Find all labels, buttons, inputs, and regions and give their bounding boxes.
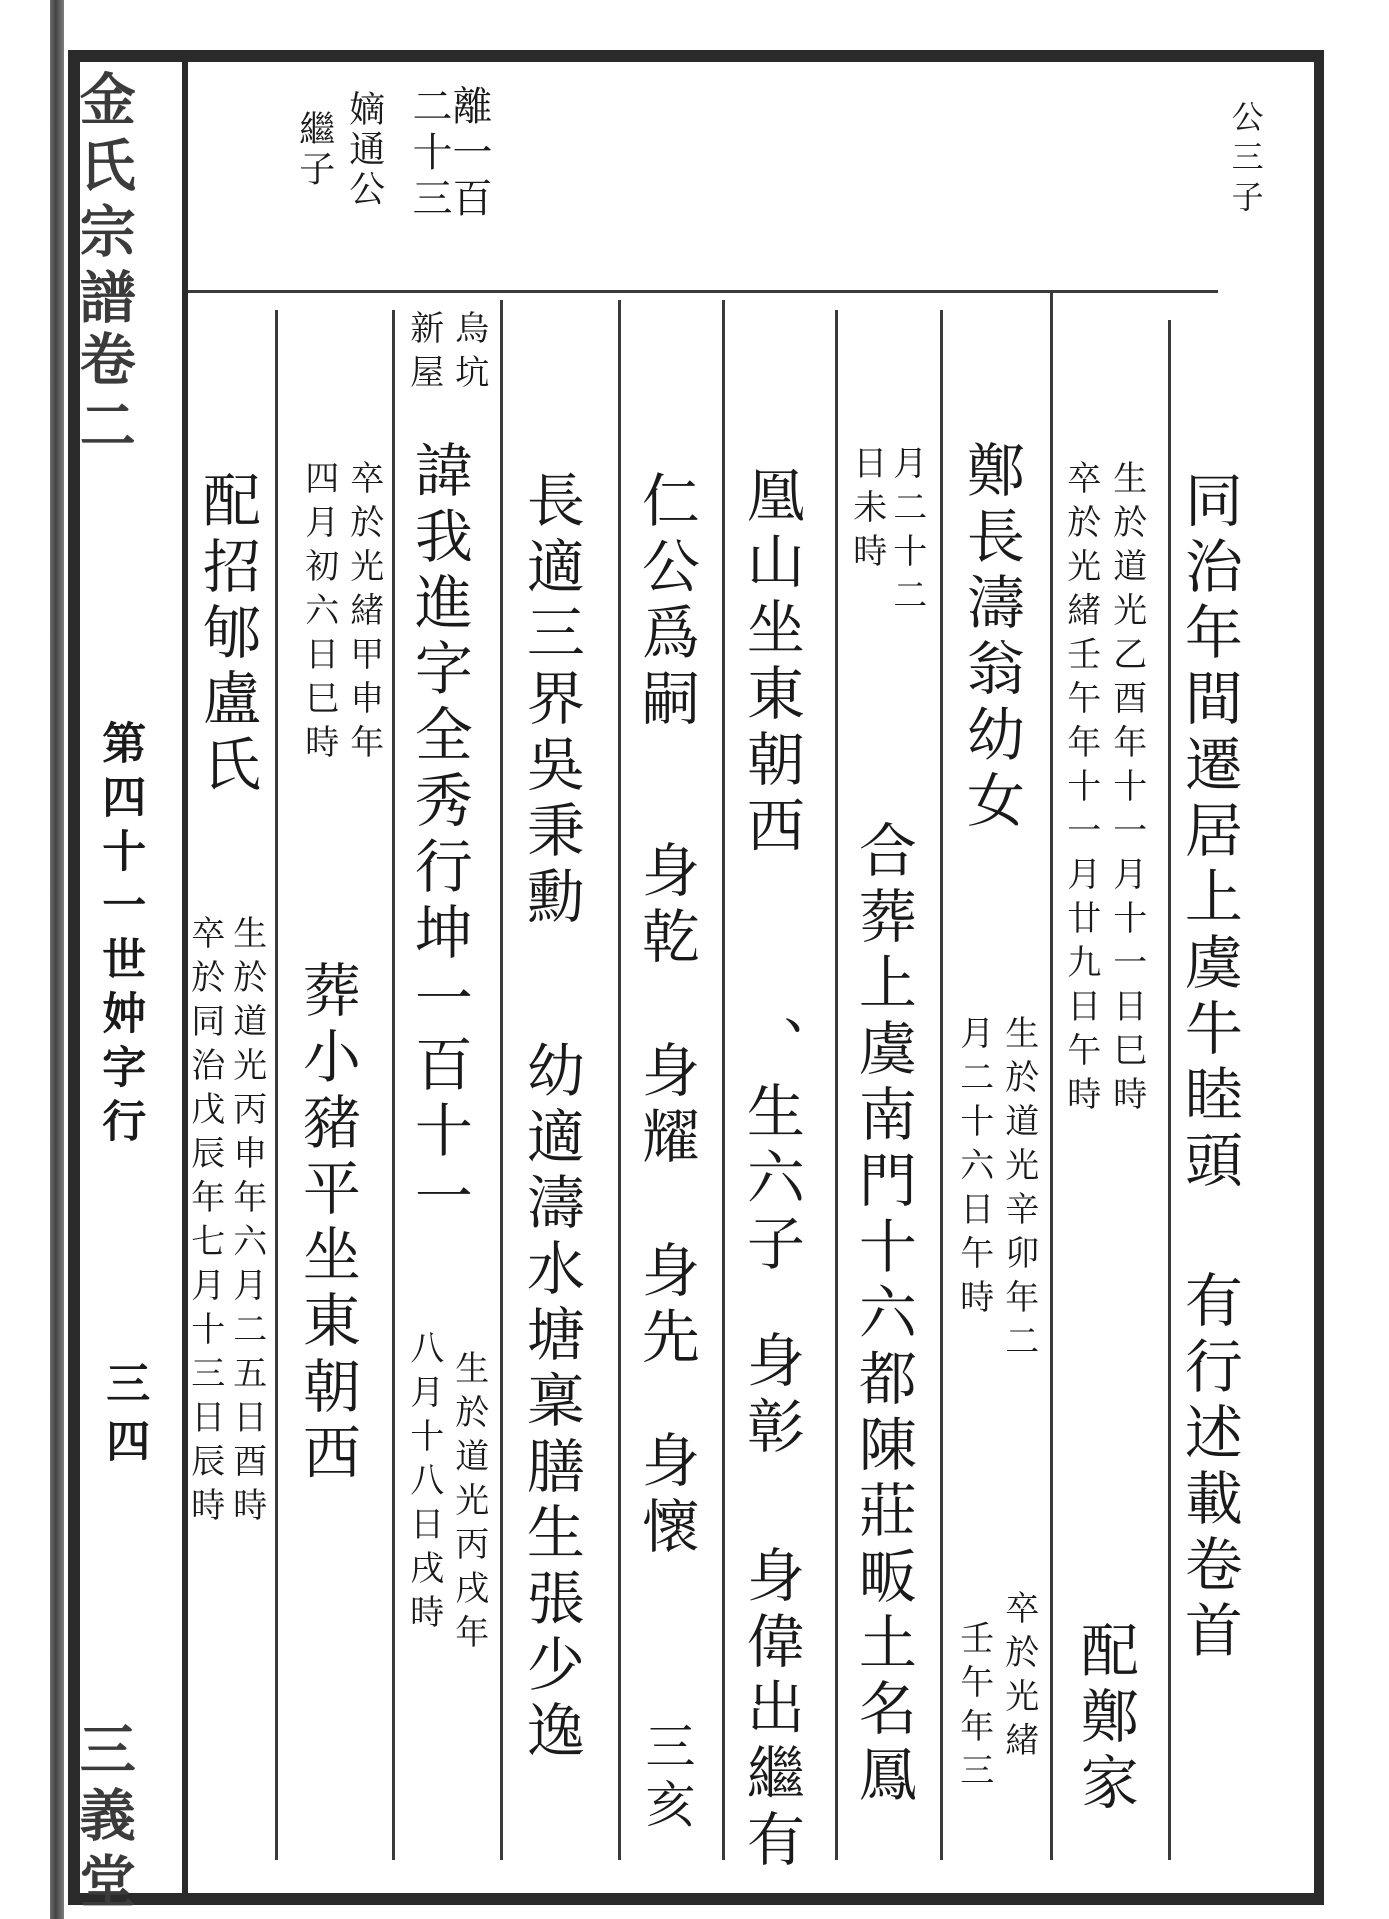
col8-birth-b: 八月十八日戌時 bbox=[403, 1330, 444, 1638]
column-rule bbox=[275, 310, 278, 1860]
col2-death: 卒於光緒壬午年十一月廿九日午時 bbox=[1060, 460, 1101, 1120]
col5-main: 凰山坐東朝西 bbox=[736, 465, 805, 861]
col1-main: 同治年間遷居上虞牛睦頭 bbox=[1174, 470, 1243, 1196]
col4-date-a: 月二十二 bbox=[886, 445, 927, 621]
col4-main: 合葬上虞南門十六都陳莊畈土名鳳 bbox=[848, 820, 917, 1810]
generation-label: 第四十一世妕字行 bbox=[94, 720, 146, 1152]
column-rule bbox=[1050, 290, 1053, 1860]
col6-main5: 身懷 bbox=[631, 1430, 700, 1562]
col6-main4: 身先 bbox=[631, 1240, 700, 1372]
col9-death-b: 四月初六日巳時 bbox=[298, 460, 339, 768]
column-rule bbox=[722, 300, 725, 1860]
col3-birth-b: 月二十六日午時 bbox=[953, 1015, 994, 1323]
col3-birth-a: 生於道光辛卯年二 bbox=[998, 1015, 1039, 1367]
header-rule bbox=[188, 290, 1218, 293]
col10-spouse: 配招郇盧氏 bbox=[192, 470, 261, 800]
col2-birth: 生於道光乙酉年十一月十一日巳時 bbox=[1106, 460, 1147, 1120]
col6-main6: 三亥 bbox=[637, 1720, 696, 1836]
col9-main: 葬小豬平坐東朝西 bbox=[292, 960, 361, 1488]
col6-main: 仁公爲嗣 bbox=[631, 470, 700, 734]
note-col-3: 嫡通公 bbox=[343, 90, 385, 210]
note-col-4: 繼子 bbox=[293, 110, 335, 190]
column-rule bbox=[500, 300, 503, 1860]
col5-main3: 身彰 bbox=[736, 1330, 805, 1462]
volume-label: 卷二 bbox=[70, 330, 137, 462]
col6-main2: 身乾 bbox=[631, 840, 700, 972]
col8-birth-a: 生於道光丙戌年 bbox=[448, 1350, 489, 1658]
col2-spouse: 配鄭家 bbox=[1070, 1620, 1139, 1818]
col7-main: 長適三界吳秉勳 bbox=[516, 470, 585, 932]
col3-death-a: 卒於光緒 bbox=[998, 1590, 1039, 1766]
column-rule bbox=[1168, 320, 1171, 1860]
top-right-label: 公三子 bbox=[1226, 100, 1265, 220]
col3-main: 鄭長濤翁幼女 bbox=[956, 440, 1025, 836]
page-number: 三四 bbox=[98, 1360, 150, 1476]
col1-main2: 有行述載卷首 bbox=[1174, 1270, 1243, 1666]
col4-date-b: 日未時 bbox=[846, 445, 887, 577]
col9-death-a: 卒於光緒甲申年 bbox=[343, 460, 384, 768]
hall-name: 三義堂 bbox=[70, 1720, 137, 1918]
col7-main2: 幼適濤水塘稟膳生張少逸 bbox=[516, 1040, 585, 1766]
note-col-2: 二十三 bbox=[406, 85, 452, 223]
col5-main4: 身偉出繼有 bbox=[736, 1545, 805, 1875]
col5-main2: 、生六子 bbox=[736, 1015, 805, 1279]
scan-edge bbox=[50, 0, 64, 1919]
column-rule bbox=[940, 310, 943, 1860]
column-rule bbox=[618, 300, 621, 1860]
col10-death: 卒於同治戊辰年七月十三日辰時 bbox=[184, 915, 225, 1531]
col8-head-b: 新屋 bbox=[403, 310, 444, 398]
col3-death-b: 壬午年三 bbox=[953, 1620, 994, 1796]
note-col-1: 離一百 bbox=[446, 85, 492, 223]
col8-head-a: 烏坑 bbox=[448, 310, 489, 398]
column-rule bbox=[392, 310, 395, 1860]
book-title: 金氏宗譜 bbox=[70, 70, 137, 334]
column-rule bbox=[835, 310, 838, 1860]
col8-main: 諱我進字全秀行坤一百十一 bbox=[404, 440, 473, 1232]
col10-birth: 生於道光丙申年六月二五日酉時 bbox=[226, 915, 267, 1531]
col6-main3: 身耀 bbox=[631, 1040, 700, 1172]
